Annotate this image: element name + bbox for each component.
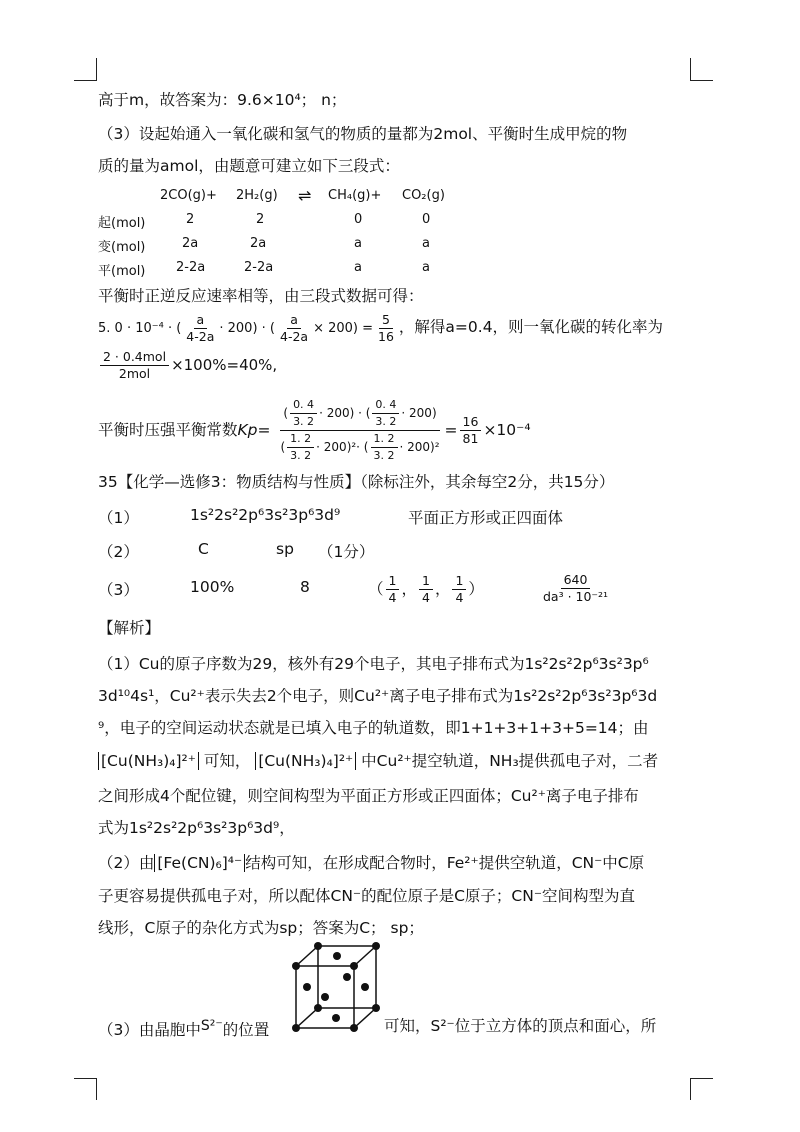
text-line: 式为1s²2s²2p⁶3s²3p⁶3d⁹， bbox=[98, 819, 295, 837]
text-line: 质的量为amol，由题意可建立如下三段式： bbox=[98, 157, 400, 175]
kp-equation: 平衡时压强平衡常数Kp= ( $\frac{0. 4}{3. 2}$ · 200) · ( $\frac{0. 4}{3. 2}$ · 200) ( $\frac{1. 2}{3. 2}$ · 200)²· ( $\frac{1. 2}{3. 2}$ · 200)² = $\frac{16}{81}$ ×10⁻⁴ bbox=[98, 398, 531, 462]
crop-mark-bottom-left-h bbox=[74, 1078, 97, 1079]
atom-dot bbox=[350, 962, 358, 970]
text-line-s2: （3）由晶胞中S²⁻的位置 bbox=[98, 1018, 270, 1039]
row-value: 2-2a bbox=[244, 260, 274, 275]
crop-mark-top-right-v bbox=[690, 58, 691, 80]
row-value: a bbox=[422, 236, 430, 251]
text-line: 3d¹⁰4s¹，Cu²⁺表示失去2个电子，则Cu²⁺离子电子排布式为1s²2s²2p⁶3s²3p⁶3d bbox=[98, 687, 658, 705]
complex-line-fe: （2）由 [Fe(CN)₆]⁴⁻ 结构可知，在形成配合物时，Fe²⁺提供空轨道，CN⁻中C原 bbox=[98, 854, 645, 872]
text-line: 子更容易提供孤电子对，所以配体CN⁻的配位原子是C原子；CN⁻空间构型为直 bbox=[98, 887, 636, 905]
text-line: 之间形成4个配位键，则空间构型为平面正方形或正四面体；Cu²⁺离子电子排布 bbox=[98, 787, 639, 805]
complex-line: [Cu(NH₃)₄]²⁺ 可知， [Cu(NH₃)₄]²⁺ 中Cu²⁺提空轨道，NH₃提供孤电子对，二者 bbox=[98, 748, 658, 774]
answer-1: （1） 1s²2s²2p⁶3s²3p⁶3d⁹ 平面正方形或正四面体 bbox=[98, 506, 564, 527]
text-line: 线形，C原子的杂化方式为sp；答案为C； sp； bbox=[98, 919, 424, 937]
row-label: 变(mol) bbox=[98, 240, 146, 255]
row-value: a bbox=[354, 236, 362, 251]
crop-mark-bottom-right-v bbox=[690, 1078, 691, 1100]
atom-dot bbox=[372, 1004, 380, 1012]
atom-dot bbox=[332, 1014, 340, 1022]
reactant-co: 2CO(g)+ bbox=[160, 188, 217, 203]
conversion-rate: $\frac{\text{2 · 0.4mol}}{\text{2mol}}$ ×100%=40%, bbox=[98, 348, 277, 382]
atom-dot bbox=[350, 1024, 358, 1032]
atom-dot bbox=[372, 942, 380, 950]
row-value: 2 bbox=[186, 212, 195, 227]
row-value: 2-2a bbox=[176, 260, 206, 275]
crop-mark-bottom-left-v bbox=[96, 1078, 97, 1100]
cell-edge bbox=[354, 1008, 376, 1028]
reactant-h2: 2H₂(g) bbox=[236, 188, 278, 203]
atom-dot bbox=[314, 942, 322, 950]
row-value: 2 bbox=[256, 212, 265, 227]
row-value: 2a bbox=[182, 236, 199, 251]
atom-dot bbox=[303, 983, 311, 991]
row-value: a bbox=[354, 260, 362, 275]
row-label: 起(mol) bbox=[98, 216, 146, 231]
text-line: （1）Cu的原子序数为29，核外有29个电子，其电子排布式为1s²2s²2p⁶3s²3p⁶ bbox=[98, 655, 649, 673]
atom-dot bbox=[333, 952, 341, 960]
atom-dot bbox=[321, 993, 329, 1001]
row-value: a bbox=[422, 260, 430, 275]
atom-dot bbox=[343, 973, 351, 981]
text-line: 高于m，故答案为：9.6×10⁴； n； bbox=[98, 91, 347, 109]
crop-mark-top-left-v bbox=[96, 58, 97, 80]
equilibrium-arrow: ⇌ bbox=[298, 186, 312, 205]
analysis-heading: 【解析】 bbox=[98, 619, 161, 637]
row-value: 0 bbox=[354, 212, 363, 227]
crop-mark-top-left-h bbox=[74, 80, 97, 81]
row-value: 0 bbox=[422, 212, 431, 227]
crop-mark-bottom-right-h bbox=[690, 1078, 713, 1079]
row-label: 平(mol) bbox=[98, 264, 146, 279]
unit-cell-diagram bbox=[292, 940, 382, 1035]
text-line: （3）设起始通入一氧化碳和氢气的物质的量都为2mol、平衡时生成甲烷的物 bbox=[98, 125, 628, 143]
text-line: 可知，S²⁻位于立方体的顶点和面心，所 bbox=[384, 1017, 657, 1035]
atom-dot bbox=[292, 1024, 300, 1032]
atom-dot bbox=[292, 962, 300, 970]
question-heading: 35【化学—选修3：物质结构与性质】（除标注外，其余每空2分，共15分） bbox=[98, 473, 615, 491]
cell-edge bbox=[354, 946, 376, 966]
answer-2: （2） C sp （1分） bbox=[98, 540, 375, 561]
crop-mark-top-right-h bbox=[690, 80, 713, 81]
rate-equation: 5. 0 · 10⁻⁴ · ( $\frac{a}{4-2a}$ · 200) · ( $\frac{a}{4-2a}$ × 200) = $\frac{5}{16}$ ，解得a=0.4，则一氧化碳的转化率为 bbox=[98, 312, 664, 344]
product-ch4: CH₄(g)+ bbox=[328, 188, 382, 203]
cell-edge bbox=[296, 946, 318, 966]
text-line: 平衡时正逆反应速率相等，由三段式数据可得： bbox=[98, 287, 424, 305]
atom-dot bbox=[361, 983, 369, 991]
cell-edge bbox=[296, 1008, 318, 1028]
answer-3: （3） 100% 8 （ $\frac{1}{4}$ ， $\frac{1}{4}$ ， $\frac{1}{4}$ ） $\frac{640}{\text{da³ · 10⁻²¹}}$ bbox=[98, 572, 609, 605]
product-co2: CO₂(g) bbox=[402, 188, 445, 203]
atom-dot bbox=[314, 1004, 322, 1012]
row-value: 2a bbox=[250, 236, 267, 251]
text-line: ⁹，电子的空间运动状态就是已填入电子的轨道数，即1+1+3+1+3+5=14；由 bbox=[98, 719, 649, 737]
